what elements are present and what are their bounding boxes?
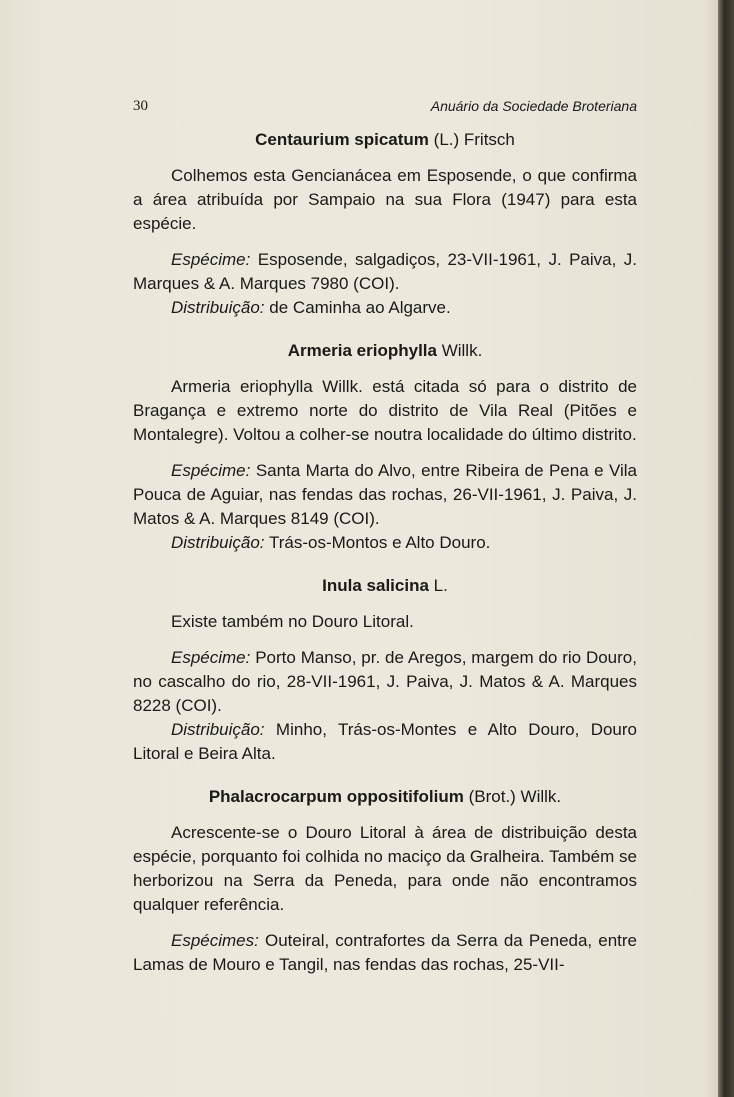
species-name: Centaurium spicatum [255,130,429,149]
page-number: 30 [133,98,148,114]
species-heading [133,574,637,598]
distribution-label: Distribuição: [171,720,265,739]
running-header [133,96,637,118]
distribution-label: Distribuição: [171,298,265,317]
distribution-entry [133,296,637,320]
species-author: (Brot.) Willk. [468,787,562,806]
species-heading [133,128,637,152]
species-name: Armeria eriophylla [287,341,437,360]
specimen-text: Esposende, salgadiços, 23-VII-1961, J. Paiva, J. Marques & A. Marques 7980 (COI). [133,250,637,293]
specimen-entry [133,929,637,977]
specimen-label: Espécime: [171,648,251,667]
species-paragraph: Acrescente-se o Douro Litoral à área de distribuição desta espécie, porquanto foi colhida no maciço da Gralheira. Também se herborizou na Serra da Peneda, para onde não encontramos qualquer referência. [133,823,637,914]
specimen-label: Espécime: [171,250,251,269]
specimen-text: Porto Manso, pr. de Aregos, margem do rio Douro, no cascalho do rio, 28-VII-1961, J. Paiva, J. Matos & A. Marques 8228 (COI). [133,648,637,715]
distribution-text: Trás-os-Montos e Alto Douro. [268,533,491,552]
species-author: L. [433,576,448,595]
book-spine [718,0,734,1097]
specimen-entry [133,248,637,296]
species-paragraph: Colhemos esta Gencianácea em Esposende, o que confirma a área atribuída por Sampaio na sua Flora (1947) para esta espécie. [133,166,637,233]
distribution-text: Minho, Trás-os-Montes e Alto Douro, Douro Litoral e Beira Alta. [133,720,637,763]
specimen-entry [133,459,637,531]
distribution-text: de Caminha ao Algarve. [269,298,451,317]
species-paragraph: Existe também no Douro Litoral. [171,612,414,631]
specimen-label: Espécime: [171,461,251,480]
journal-title: Anuário da Sociedade Broteriana [430,98,637,114]
species-heading [133,785,637,809]
specimen-entry [133,646,637,718]
distribution-entry [133,531,637,555]
species-name: Inula salicina [322,576,429,595]
species-author: Willk. [441,341,483,360]
distribution-entry [133,718,637,766]
page-body [133,128,637,977]
specimen-text: Santa Marta do Alvo, entre Ribeira de Pena e Vila Pouca de Aguiar, nas fendas das rochas, 26-VII-1961, J. Paiva, J. Matos & A. Marques 8149 (COI). [133,461,637,528]
species-author: (L.) Fritsch [433,130,515,149]
species-name: Phalacrocarpum oppositifolium [208,787,464,806]
distribution-label: Distribuição: [171,533,265,552]
species-heading [133,339,637,363]
specimen-text: Outeiral, contrafortes da Serra da Peneda, entre Lamas de Mouro e Tangil, nas fendas das rochas, 25-VII- [133,931,637,974]
species-paragraph: Armeria eriophylla Willk. está citada só para o distrito de Bragança e extremo norte do distrito de Vila Real (Pitões e Montalegre). Voltou a colher-se noutra localidade do último distrito. [133,377,637,444]
specimen-label: Espécimes: [171,931,259,950]
